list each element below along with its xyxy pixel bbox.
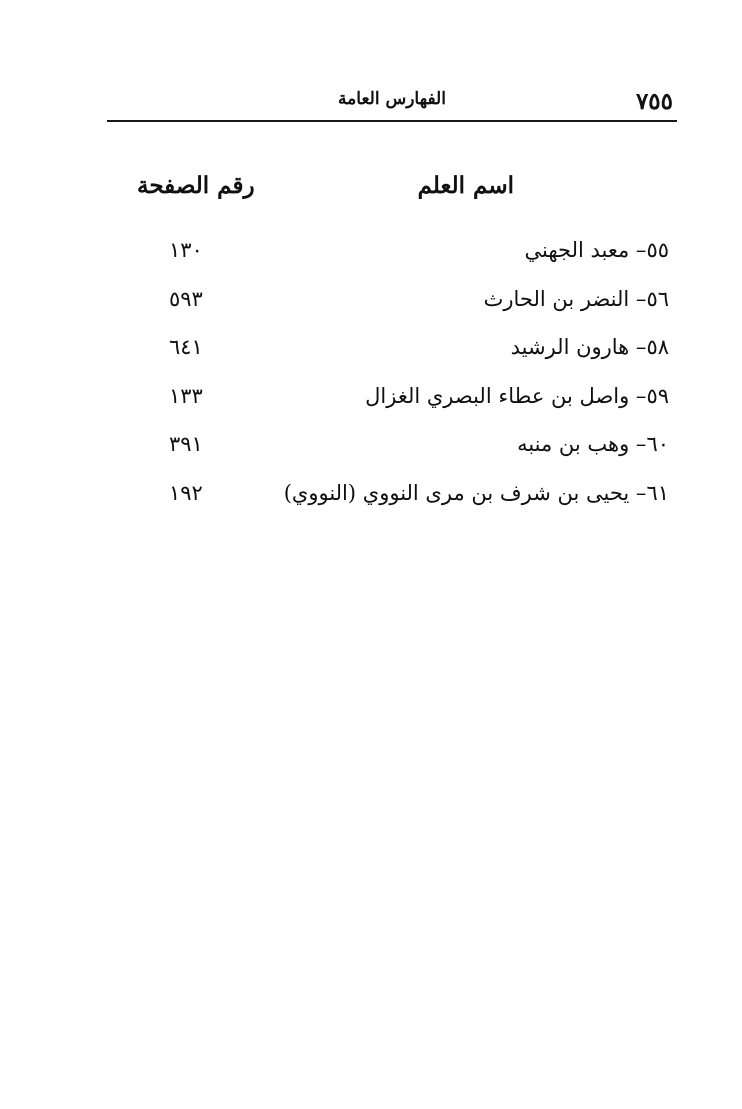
entry-name: ٥٩– واصل بن عطاء البصري الغزال xyxy=(365,383,669,408)
index-entry xyxy=(107,378,677,427)
index-entry xyxy=(107,281,677,330)
entry-page-number: ٥٩٣ xyxy=(169,286,203,311)
entry-page-number: ٣٩١ xyxy=(169,432,203,456)
index-entry xyxy=(107,232,677,281)
entry-name: ٥٦– النضر بن الحارث xyxy=(483,286,669,311)
entry-name: ٦١– يحيى بن شرف بن مرى النووي (النووي) xyxy=(283,480,669,505)
entry-page-number: ٦٤١ xyxy=(169,335,203,359)
entry-name: ٦٠– وهب بن منبه xyxy=(517,432,669,456)
entry-name: ٥٥– معبد الجهني xyxy=(524,238,669,262)
column-header-name: اسم العلم xyxy=(417,172,514,199)
entry-page-number: ١٩٢ xyxy=(169,480,203,505)
index-entry xyxy=(107,426,677,475)
index-entries xyxy=(107,232,677,523)
entry-page-number: ١٣٠ xyxy=(169,238,203,262)
column-header-page: رقم الصفحة xyxy=(137,172,255,199)
page-header xyxy=(107,86,677,120)
index-entry xyxy=(107,475,677,524)
entry-name: ٥٨– هارون الرشيد xyxy=(510,335,669,359)
header-rule xyxy=(107,120,677,122)
entry-page-number: ١٣٣ xyxy=(169,383,203,408)
running-title: الفهارس العامة xyxy=(338,89,446,109)
page-number: ٧٥٥ xyxy=(635,88,673,115)
index-entry xyxy=(107,329,677,378)
